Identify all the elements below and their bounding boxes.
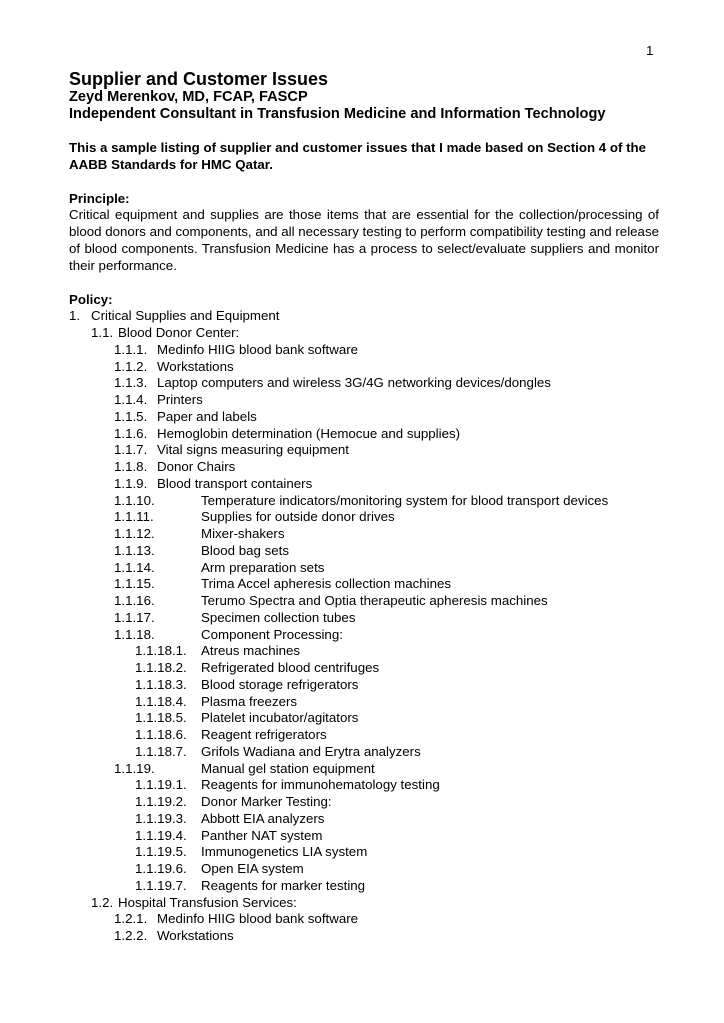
outline-item (69, 694, 659, 711)
outline-item (69, 342, 659, 359)
outline-item (69, 325, 659, 342)
outline-number: 1.1.17. (114, 609, 155, 625)
outline-item (69, 359, 659, 376)
outline-number: 1.1.18.5. (135, 710, 187, 726)
outline-item (69, 710, 659, 727)
outline-number: 1.1.19.2. (135, 794, 187, 810)
outline-text: Mixer-shakers (201, 526, 285, 542)
outline-number: 1.1.3. (114, 375, 148, 391)
outline-item (69, 476, 659, 493)
outline-item (69, 811, 659, 828)
outline-text: Panther NAT system (201, 827, 323, 843)
outline-text: Donor Chairs (157, 459, 236, 475)
outline-item (69, 861, 659, 878)
outline-item (69, 895, 659, 912)
document-title: Supplier and Customer Issues (69, 69, 329, 89)
outline-text: Blood Donor Center: (118, 325, 240, 341)
outline-text: Arm preparation sets (201, 559, 325, 575)
outline-number: 1.1.18.2. (135, 660, 187, 676)
outline-number: 1.1.18.6. (135, 727, 187, 743)
outline-number: 1.1.8. (114, 459, 148, 475)
outline-item (69, 610, 659, 627)
outline-text: Donor Marker Testing: (201, 794, 332, 810)
outline-number: 1.1.16. (114, 593, 155, 609)
outline-text: Workstations (157, 928, 234, 944)
outline-item (69, 392, 659, 409)
outline-text: Laptop computers and wireless 3G/4G networking devices/dongles (157, 375, 551, 391)
outline-text: Immunogenetics LIA system (201, 844, 368, 860)
outline-number: 1.1.18.4. (135, 693, 187, 709)
outline-text: Reagents for marker testing (201, 877, 366, 893)
outline-item (69, 526, 659, 543)
outline-item (69, 426, 659, 443)
outline-text: Blood bag sets (201, 542, 289, 558)
outline-number: 1.1.10. (114, 492, 155, 508)
outline-item (69, 911, 659, 928)
outline-number: 1.1.5. (114, 408, 148, 424)
outline-text: Hospital Transfusion Services: (118, 894, 297, 910)
outline-item (69, 493, 659, 510)
outline-number: 1.1.19.1. (135, 777, 187, 793)
outline-text: Medinfo HIIG blood bank software (157, 341, 359, 357)
outline-number: 1.1.7. (114, 442, 148, 458)
outline-text: Plasma freezers (201, 693, 298, 709)
outline-number: 1.1.18. (114, 626, 155, 642)
outline-item (69, 509, 659, 526)
outline-number: 1.1.2. (114, 358, 148, 374)
outline-item (69, 627, 659, 644)
outline-item (69, 844, 659, 861)
outline-item (69, 660, 659, 677)
outline-number: 1.1.12. (114, 526, 155, 542)
outline-item (69, 744, 659, 761)
outline-number: 1.2.1. (114, 911, 148, 927)
outline-number: 1.1.19.4. (135, 827, 187, 843)
outline-number: 1.1.19. (114, 760, 155, 776)
outline-text: Component Processing: (201, 626, 343, 642)
outline-item (69, 928, 659, 945)
outline-text: Atreus machines (201, 643, 301, 659)
outline-text: Workstations (157, 358, 234, 374)
outline-item (69, 777, 659, 794)
outline-text: Printers (157, 392, 203, 408)
outline-item (69, 828, 659, 845)
outline-number: 1.1.19.5. (135, 844, 187, 860)
intro-paragraph: This a sample listing of supplier and customer issues that I made based on Section 4 of the AABB Standards for HMC Qatar. (69, 140, 647, 172)
outline-text: Blood storage refrigerators (201, 676, 359, 692)
outline-item (69, 727, 659, 744)
outline-number: 1.1.18.7. (135, 743, 187, 759)
outline-number: 1.1.18.1. (135, 643, 187, 659)
outline-number: 1.1.1. (114, 341, 148, 357)
outline-number: 1.1.13. (114, 542, 155, 558)
affiliation-line: Independent Consultant in Transfusion Medicine and Information Technology (69, 106, 606, 122)
policy-outline (69, 308, 659, 945)
outline-text: Open EIA system (201, 861, 304, 877)
outline-text: Medinfo HIIG blood bank software (157, 911, 359, 927)
outline-text: Platelet incubator/agitators (201, 710, 359, 726)
outline-text: Grifols Wadiana and Erytra analyzers (201, 743, 421, 759)
outline-text: Critical Supplies and Equipment (91, 308, 280, 324)
outline-item (69, 560, 659, 577)
outline-item (69, 409, 659, 426)
outline-text: Reagents for immunohematology testing (201, 777, 440, 793)
outline-item (69, 878, 659, 895)
outline-text: Blood transport containers (157, 475, 313, 491)
outline-number: 1.1.14. (114, 559, 155, 575)
outline-text: Abbott EIA analyzers (201, 810, 325, 826)
outline-item (69, 643, 659, 660)
outline-item (69, 794, 659, 811)
outline-item (69, 761, 659, 778)
outline-number: 1.2.2. (114, 928, 148, 944)
outline-item (69, 442, 659, 459)
outline-text: Reagent refrigerators (201, 727, 327, 743)
outline-text: Refrigerated blood centrifuges (201, 660, 380, 676)
outline-item (69, 677, 659, 694)
outline-number: 1.1. (91, 325, 114, 341)
outline-number: 1.1.11. (114, 509, 154, 525)
page-number: 1 (646, 43, 654, 58)
outline-text: Trima Accel apheresis collection machines (201, 576, 452, 592)
policy-heading: Policy: (69, 291, 113, 307)
outline-text: Paper and labels (157, 408, 257, 424)
outline-text: Vital signs measuring equipment (157, 442, 349, 458)
outline-number: 1.1.19.6. (135, 861, 187, 877)
author-line: Zeyd Merenkov, MD, FCAP, FASCP (69, 89, 308, 105)
outline-text: Terumo Spectra and Optia therapeutic apheresis machines (201, 593, 548, 609)
outline-item (69, 576, 659, 593)
outline-text: Specimen collection tubes (201, 609, 356, 625)
outline-number: 1.1.4. (114, 392, 148, 408)
outline-text: Temperature indicators/monitoring system for blood transport devices (201, 492, 609, 508)
outline-number: 1.1.15. (114, 576, 155, 592)
outline-number: 1.1.9. (114, 475, 148, 491)
outline-item (69, 593, 659, 610)
outline-number: 1.1.19.7. (135, 877, 187, 893)
principle-text: Critical equipment and supplies are those items that are essential for the collection/processing of blood donors and components, and all necessary testing to perform compatibility testing and release of blood components. Transfusion Medicine has a process to select/evaluate suppliers and monitor their performance. (69, 207, 659, 273)
outline-item (69, 375, 659, 392)
outline-item (69, 308, 659, 325)
outline-number: 1.1.6. (114, 425, 148, 441)
outline-text: Manual gel station equipment (201, 760, 375, 776)
outline-number: 1.1.18.3. (135, 676, 187, 692)
outline-text: Hemoglobin determination (Hemocue and supplies) (157, 425, 461, 441)
principle-heading: Principle: (69, 190, 130, 206)
outline-number: 1.1.19.3. (135, 810, 187, 826)
document-body (69, 69, 659, 945)
outline-number: 1.2. (91, 894, 114, 910)
outline-text: Supplies for outside donor drives (201, 509, 395, 525)
outline-number: 1. (69, 308, 81, 324)
outline-item (69, 543, 659, 560)
outline-item (69, 459, 659, 476)
